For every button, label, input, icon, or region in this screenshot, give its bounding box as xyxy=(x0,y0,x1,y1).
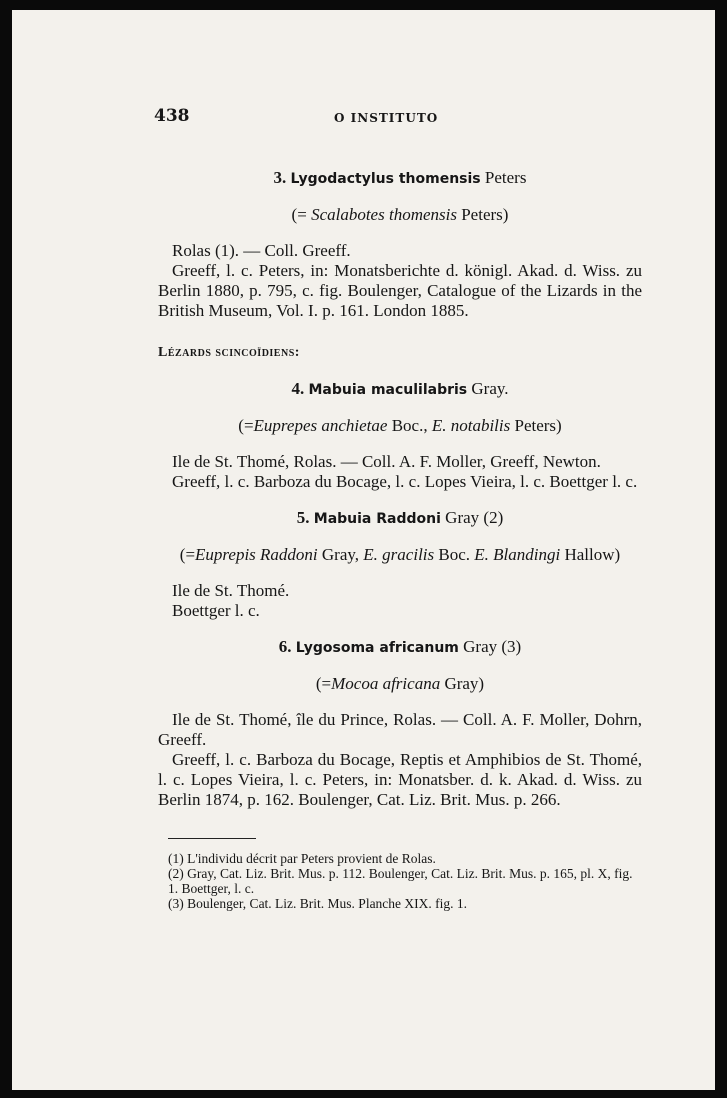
species-name: Mabuia Raddoni xyxy=(313,511,441,527)
entry-4-synonym xyxy=(158,416,642,436)
footnotes xyxy=(158,851,642,911)
synonym-eq: (= xyxy=(315,674,332,693)
body-text xyxy=(158,168,642,911)
entry-3-heading xyxy=(158,168,642,189)
entry-number: 3. xyxy=(273,168,287,187)
synonym-name: Euprepes anchietae xyxy=(253,416,388,435)
synonym-eq: = xyxy=(297,205,307,224)
synonym-author: Boc., xyxy=(387,416,432,435)
synonym-name: Scalabotes thomensis xyxy=(311,205,457,224)
synonym-author: Boc. xyxy=(434,545,475,564)
footnote: (1) L'individu décrit par Peters provient de Rolas. xyxy=(168,851,436,866)
species-author: Gray. xyxy=(471,379,509,398)
species-name: Lygosoma africanum xyxy=(295,640,459,656)
entry-5-references: Boettger l. c. xyxy=(172,601,260,620)
entry-4-references: Greeff, l. c. Barboza du Bocage, l. c. Lopes Vieira, l. c. Boettger l. c. xyxy=(172,472,638,491)
footnote-divider xyxy=(168,838,256,839)
synonym-name: E. gracilis xyxy=(363,545,435,564)
entry-4-heading xyxy=(158,379,642,400)
entry-4-locality: Ile de St. Thomé, Rolas. — Coll. A. F. Moller, Greeff, Newton. xyxy=(172,452,601,471)
entry-6-references: Greeff, l. c. Barboza du Bocage, Reptis et Amphibios de St. Thomé, l. c. Lopes Vieira, l. c. Peters, in: Monatsber. d. k. Akad. d. Wiss. zu Berlin 1874, p. 162. Boulenger, Cat. Liz. Brit. Mus. p. 266. xyxy=(158,750,642,809)
entry-5-locality: Ile de St. Thomé. xyxy=(172,581,290,600)
running-title: O INSTITUTO xyxy=(334,111,439,125)
footnote: (2) Gray, Cat. Liz. Brit. Mus. p. 112. Boulenger, Cat. Liz. Brit. Mus. p. 165, pl. X, fig. 1. Boettger, l. c. xyxy=(168,866,633,896)
entry-3-synonym xyxy=(158,205,642,225)
synonym-author: Peters) xyxy=(510,416,562,435)
synonym-author: Hallow) xyxy=(560,545,621,564)
synonym-open: ( xyxy=(291,205,298,224)
synonym-author: Gray) xyxy=(440,674,485,693)
species-author: Gray (2) xyxy=(445,508,504,527)
species-name: Mabuia maculilabris xyxy=(308,382,468,398)
document-page xyxy=(12,10,715,1090)
synonym-author: Peters) xyxy=(461,205,509,224)
synonym-eq: (= xyxy=(179,545,196,564)
entry-6-synonym xyxy=(158,674,642,694)
entry-number: 6. xyxy=(278,637,292,656)
entry-3-locality: Rolas (1). — Coll. Greeff. xyxy=(172,241,351,260)
footnote: (3) Boulenger, Cat. Liz. Brit. Mus. Planche XIX. fig. 1. xyxy=(168,896,468,911)
section-heading: Lézards scincoïdiens: xyxy=(158,345,300,360)
synonym-name: Mocoa africana xyxy=(331,674,441,693)
species-author: Peters xyxy=(484,168,527,187)
synonym-name: Euprepis Raddoni xyxy=(195,545,318,564)
entry-6-locality: Ile de St. Thomé, île du Prince, Rolas. — Coll. A. F. Moller, Dohrn, Greeff. xyxy=(158,710,642,749)
synonym-author: Gray, xyxy=(317,545,364,564)
synonym-name: E. Blandingi xyxy=(474,545,561,564)
species-author: Gray (3) xyxy=(463,637,522,656)
entry-number: 5. xyxy=(296,508,310,527)
synonym-eq: (= xyxy=(238,416,254,435)
entry-5-heading xyxy=(158,508,642,529)
page-number: 438 xyxy=(154,106,190,126)
entry-number: 4. xyxy=(291,379,305,398)
entry-3-references: Greeff, l. c. Peters, in: Monatsberichte d. königl. Akad. d. Wiss. zu Berlin 1880, p. 795, c. fig. Boulenger, Catalogue of the Lizards in the British Museum, Vol. I. p. 161. London 1885. xyxy=(158,261,642,320)
entry-5-synonym xyxy=(152,545,648,565)
synonym-name: E. notabilis xyxy=(431,416,511,435)
entry-6-heading xyxy=(158,637,642,658)
species-name: Lygodactylus thomensis xyxy=(290,171,481,187)
